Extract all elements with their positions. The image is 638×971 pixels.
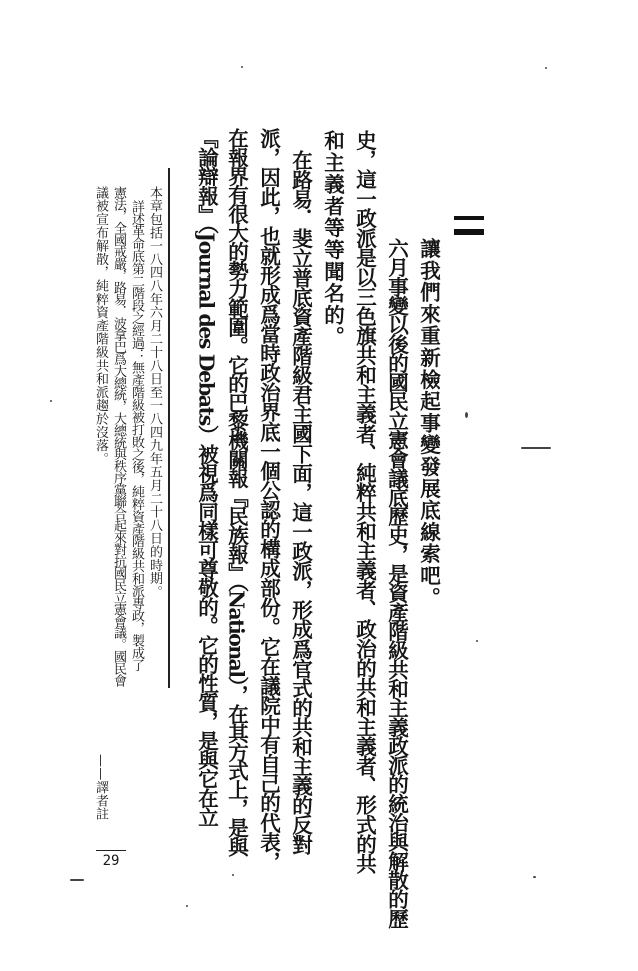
scan-speck xyxy=(545,67,547,69)
section-number-two xyxy=(454,214,484,236)
main-text-line-1: 讓我們來重新檢起事變發展底線索吧。 xyxy=(416,238,441,609)
scan-speck xyxy=(241,66,243,68)
footnote-line-3: 憲法，全國戒嚴，路易．波拿巴爲大總統，大總統與秩序黨聯合起來對抗國民立憲會議。國民會 xyxy=(111,186,126,686)
scan-speck xyxy=(70,879,84,881)
scan-speck xyxy=(476,640,478,642)
main-text-line-3: 史，這一政派是以三色旗共和主義者、純粹共和主義者、政治的共和主義者、形式的共 xyxy=(352,130,377,873)
main-text-line-2: 六月事變以後的國民立憲會議底歷史，是資產階級共和主義政派的統治與解散的歷 xyxy=(384,238,409,928)
main-text-line-8: 『論辯報』（Journal des Debats）被視爲同樣可尊敬的。它的性質，是與它在立 xyxy=(194,128,219,826)
page-number: 29 xyxy=(96,850,126,869)
main-text-line-7: 在報界有很大的勢力範圍。它的巴黎機關報『民族報』（National），在其方式上，是與 xyxy=(224,128,249,856)
footnote-line-4: 議被宣布解散，純粹資產階級共和派趨於沒落。 xyxy=(93,186,108,466)
footnote-separator-rule xyxy=(168,168,170,688)
main-text-line-6: 派，因此，也就形成爲當時政治界底一個公認的構成部份。它在議院中有自己的代表， xyxy=(256,128,281,871)
scan-speck xyxy=(533,876,536,878)
scan-speck xyxy=(232,874,234,876)
main-text-line-4: 和主義者等等聞名的。 xyxy=(320,130,345,348)
footnote-line-1: 本章包括一八四八年六月二十八日至一八四九年五月二十八日的時期。 xyxy=(147,186,162,599)
scan-speck xyxy=(50,400,52,402)
scan-speck xyxy=(465,412,468,418)
translator-note-signature: ——譯者註 xyxy=(93,754,108,821)
scan-speck xyxy=(521,447,551,449)
main-text-line-5: 在路易．斐立普底資產階級君主國下面，這一政派，形成爲官式的共和主義的反對 xyxy=(288,150,313,854)
scan-speck xyxy=(186,905,188,907)
footnote-line-2: 詳述革命底第二階段之經過：無產階級被打敗之後，純粹資產階級共和派專政，製成了 xyxy=(129,200,144,672)
